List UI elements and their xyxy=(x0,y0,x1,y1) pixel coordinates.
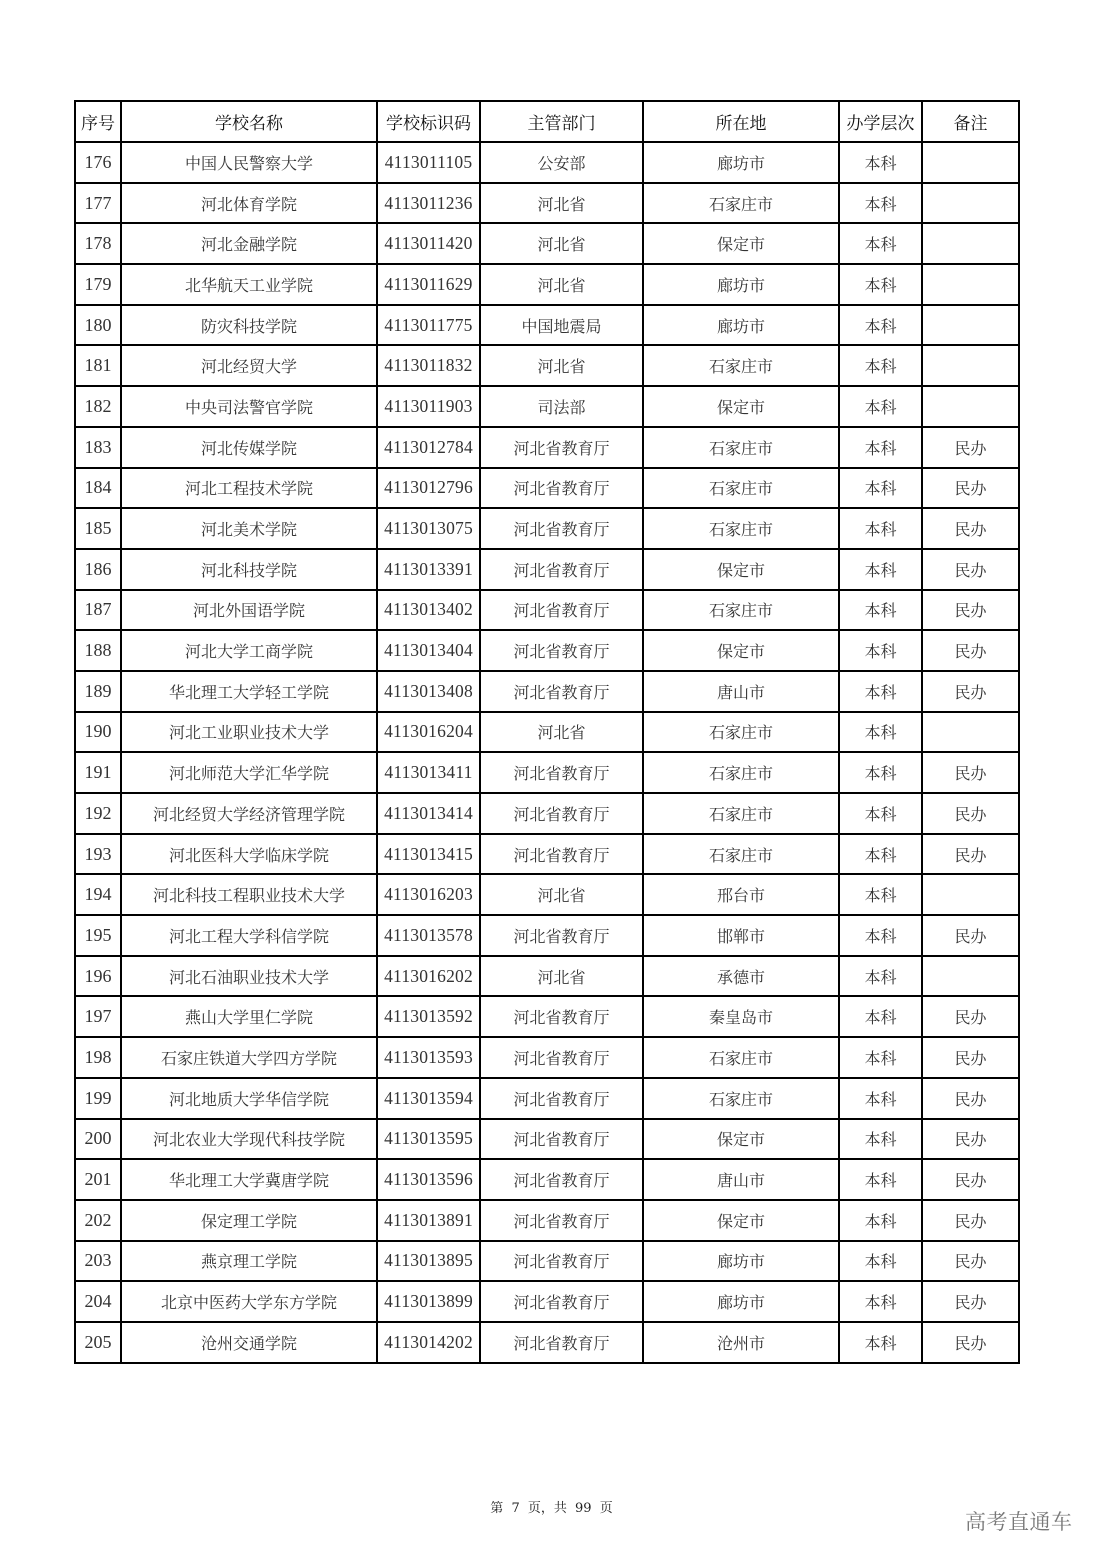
cell-supervising-dept: 河北省教育厅 xyxy=(480,508,643,549)
table-row xyxy=(75,1322,1019,1363)
cell-supervising-dept: 河北省教育厅 xyxy=(480,671,643,712)
cell-remarks: 民办 xyxy=(922,915,1019,956)
cell-education-level: 本科 xyxy=(839,956,922,997)
table-row xyxy=(75,1037,1019,1078)
cell-location: 石家庄市 xyxy=(643,834,839,875)
table-row xyxy=(75,264,1019,305)
cell-serial-number: 195 xyxy=(75,915,121,956)
cell-education-level: 本科 xyxy=(839,549,922,590)
cell-serial-number: 191 xyxy=(75,752,121,793)
cell-supervising-dept: 河北省教育厅 xyxy=(480,1078,643,1119)
cell-location: 廊坊市 xyxy=(643,1241,839,1282)
cell-location: 唐山市 xyxy=(643,1159,839,1200)
cell-school-code: 4113013415 xyxy=(377,834,480,875)
footer-prefix: 第 xyxy=(490,1501,504,1516)
cell-education-level: 本科 xyxy=(839,223,922,264)
table-row xyxy=(75,752,1019,793)
cell-education-level: 本科 xyxy=(839,1078,922,1119)
cell-education-level: 本科 xyxy=(839,752,922,793)
cell-education-level: 本科 xyxy=(839,793,922,834)
cell-education-level: 本科 xyxy=(839,386,922,427)
cell-education-level: 本科 xyxy=(839,345,922,386)
table-row xyxy=(75,1241,1019,1282)
cell-school-code: 4113014202 xyxy=(377,1322,480,1363)
header-location: 所在地 xyxy=(643,101,839,142)
cell-education-level: 本科 xyxy=(839,671,922,712)
cell-school-name: 河北师范大学汇华学院 xyxy=(121,752,377,793)
cell-serial-number: 179 xyxy=(75,264,121,305)
header-remarks: 备注 xyxy=(922,101,1019,142)
cell-remarks: 民办 xyxy=(922,671,1019,712)
cell-school-code: 4113011420 xyxy=(377,223,480,264)
cell-location: 廊坊市 xyxy=(643,142,839,183)
cell-education-level: 本科 xyxy=(839,915,922,956)
cell-school-name: 中国人民警察大学 xyxy=(121,142,377,183)
cell-serial-number: 190 xyxy=(75,712,121,753)
cell-school-name: 华北理工大学轻工学院 xyxy=(121,671,377,712)
table-row xyxy=(75,142,1019,183)
table-row xyxy=(75,386,1019,427)
cell-remarks xyxy=(922,874,1019,915)
cell-supervising-dept: 司法部 xyxy=(480,386,643,427)
cell-supervising-dept: 河北省 xyxy=(480,712,643,753)
table-row xyxy=(75,793,1019,834)
cell-school-name: 河北石油职业技术大学 xyxy=(121,956,377,997)
cell-education-level: 本科 xyxy=(839,1322,922,1363)
cell-school-code: 4113013593 xyxy=(377,1037,480,1078)
cell-serial-number: 201 xyxy=(75,1159,121,1200)
cell-location: 石家庄市 xyxy=(643,345,839,386)
cell-serial-number: 184 xyxy=(75,468,121,509)
cell-school-code: 4113013891 xyxy=(377,1200,480,1241)
cell-school-name: 沧州交通学院 xyxy=(121,1322,377,1363)
cell-remarks: 民办 xyxy=(922,508,1019,549)
cell-serial-number: 196 xyxy=(75,956,121,997)
cell-supervising-dept: 河北省教育厅 xyxy=(480,996,643,1037)
cell-serial-number: 186 xyxy=(75,549,121,590)
cell-remarks xyxy=(922,183,1019,224)
cell-school-code: 4113016202 xyxy=(377,956,480,997)
university-list-table xyxy=(74,100,1020,1364)
cell-school-name: 石家庄铁道大学四方学院 xyxy=(121,1037,377,1078)
cell-school-name: 河北工程技术学院 xyxy=(121,468,377,509)
cell-school-code: 4113011236 xyxy=(377,183,480,224)
cell-school-code: 4113011105 xyxy=(377,142,480,183)
cell-school-name: 河北农业大学现代科技学院 xyxy=(121,1119,377,1160)
table-row xyxy=(75,915,1019,956)
cell-remarks: 民办 xyxy=(922,468,1019,509)
cell-school-code: 4113013594 xyxy=(377,1078,480,1119)
cell-location: 唐山市 xyxy=(643,671,839,712)
cell-school-name: 河北科技学院 xyxy=(121,549,377,590)
header-school-code: 学校标识码 xyxy=(377,101,480,142)
cell-school-code: 4113011903 xyxy=(377,386,480,427)
cell-remarks xyxy=(922,142,1019,183)
cell-education-level: 本科 xyxy=(839,468,922,509)
table-row xyxy=(75,508,1019,549)
cell-supervising-dept: 河北省 xyxy=(480,345,643,386)
cell-school-code: 4113013592 xyxy=(377,996,480,1037)
cell-location: 邯郸市 xyxy=(643,915,839,956)
cell-education-level: 本科 xyxy=(839,996,922,1037)
cell-location: 石家庄市 xyxy=(643,427,839,468)
table-row xyxy=(75,712,1019,753)
header-serial-number: 序号 xyxy=(75,101,121,142)
table-row xyxy=(75,468,1019,509)
cell-supervising-dept: 河北省教育厅 xyxy=(480,630,643,671)
cell-school-code: 4113016203 xyxy=(377,874,480,915)
cell-serial-number: 192 xyxy=(75,793,121,834)
cell-serial-number: 183 xyxy=(75,427,121,468)
table-row xyxy=(75,1200,1019,1241)
cell-supervising-dept: 河北省教育厅 xyxy=(480,915,643,956)
cell-serial-number: 200 xyxy=(75,1119,121,1160)
cell-serial-number: 205 xyxy=(75,1322,121,1363)
cell-supervising-dept: 公安部 xyxy=(480,142,643,183)
cell-location: 石家庄市 xyxy=(643,183,839,224)
cell-school-name: 河北医科大学临床学院 xyxy=(121,834,377,875)
cell-supervising-dept: 中国地震局 xyxy=(480,305,643,346)
cell-location: 保定市 xyxy=(643,386,839,427)
cell-education-level: 本科 xyxy=(839,630,922,671)
cell-supervising-dept: 河北省教育厅 xyxy=(480,1159,643,1200)
cell-serial-number: 199 xyxy=(75,1078,121,1119)
cell-location: 石家庄市 xyxy=(643,793,839,834)
cell-school-name: 中央司法警官学院 xyxy=(121,386,377,427)
cell-remarks: 民办 xyxy=(922,1322,1019,1363)
cell-remarks xyxy=(922,305,1019,346)
cell-supervising-dept: 河北省 xyxy=(480,223,643,264)
cell-serial-number: 181 xyxy=(75,345,121,386)
cell-remarks: 民办 xyxy=(922,793,1019,834)
cell-remarks: 民办 xyxy=(922,590,1019,631)
cell-remarks: 民办 xyxy=(922,1281,1019,1322)
cell-education-level: 本科 xyxy=(839,1200,922,1241)
cell-location: 保定市 xyxy=(643,223,839,264)
cell-serial-number: 204 xyxy=(75,1281,121,1322)
cell-school-name: 河北地质大学华信学院 xyxy=(121,1078,377,1119)
cell-school-code: 4113013411 xyxy=(377,752,480,793)
cell-school-code: 4113013408 xyxy=(377,671,480,712)
cell-education-level: 本科 xyxy=(839,1281,922,1322)
cell-school-name: 河北体育学院 xyxy=(121,183,377,224)
cell-supervising-dept: 河北省教育厅 xyxy=(480,1281,643,1322)
cell-serial-number: 178 xyxy=(75,223,121,264)
cell-remarks: 民办 xyxy=(922,1119,1019,1160)
cell-education-level: 本科 xyxy=(839,508,922,549)
cell-school-code: 4113013404 xyxy=(377,630,480,671)
cell-remarks: 民办 xyxy=(922,1037,1019,1078)
cell-remarks xyxy=(922,712,1019,753)
cell-location: 邢台市 xyxy=(643,874,839,915)
header-supervising-dept: 主管部门 xyxy=(480,101,643,142)
cell-location: 沧州市 xyxy=(643,1322,839,1363)
cell-school-code: 4113013391 xyxy=(377,549,480,590)
table-row xyxy=(75,549,1019,590)
cell-school-name: 北京中医药大学东方学院 xyxy=(121,1281,377,1322)
cell-location: 秦皇岛市 xyxy=(643,996,839,1037)
cell-location: 石家庄市 xyxy=(643,468,839,509)
table-row xyxy=(75,956,1019,997)
table-body xyxy=(75,142,1019,1363)
cell-supervising-dept: 河北省教育厅 xyxy=(480,1037,643,1078)
cell-school-name: 河北科技工程职业技术大学 xyxy=(121,874,377,915)
table-row xyxy=(75,305,1019,346)
table-row xyxy=(75,590,1019,631)
cell-school-code: 4113013075 xyxy=(377,508,480,549)
cell-education-level: 本科 xyxy=(839,834,922,875)
cell-location: 石家庄市 xyxy=(643,1078,839,1119)
cell-serial-number: 197 xyxy=(75,996,121,1037)
cell-remarks: 民办 xyxy=(922,630,1019,671)
cell-remarks xyxy=(922,223,1019,264)
table-row xyxy=(75,874,1019,915)
table-header-row xyxy=(75,101,1019,142)
cell-serial-number: 177 xyxy=(75,183,121,224)
cell-school-code: 4113012784 xyxy=(377,427,480,468)
cell-school-name: 河北外国语学院 xyxy=(121,590,377,631)
cell-location: 石家庄市 xyxy=(643,590,839,631)
watermark: 高考直通车 xyxy=(965,1510,1073,1534)
cell-remarks: 民办 xyxy=(922,1078,1019,1119)
table-row xyxy=(75,630,1019,671)
cell-serial-number: 198 xyxy=(75,1037,121,1078)
cell-school-code: 4113011832 xyxy=(377,345,480,386)
cell-supervising-dept: 河北省教育厅 xyxy=(480,1119,643,1160)
cell-school-name: 北华航天工业学院 xyxy=(121,264,377,305)
cell-school-code: 4113011629 xyxy=(377,264,480,305)
cell-education-level: 本科 xyxy=(839,1119,922,1160)
cell-education-level: 本科 xyxy=(839,1037,922,1078)
table-row xyxy=(75,345,1019,386)
cell-serial-number: 187 xyxy=(75,590,121,631)
cell-location: 石家庄市 xyxy=(643,508,839,549)
cell-supervising-dept: 河北省教育厅 xyxy=(480,1322,643,1363)
cell-school-name: 华北理工大学冀唐学院 xyxy=(121,1159,377,1200)
cell-education-level: 本科 xyxy=(839,874,922,915)
cell-remarks xyxy=(922,345,1019,386)
cell-remarks xyxy=(922,386,1019,427)
cell-school-name: 河北金融学院 xyxy=(121,223,377,264)
cell-serial-number: 203 xyxy=(75,1241,121,1282)
table-row xyxy=(75,1281,1019,1322)
cell-location: 廊坊市 xyxy=(643,1281,839,1322)
cell-school-name: 河北传媒学院 xyxy=(121,427,377,468)
cell-school-code: 4113012796 xyxy=(377,468,480,509)
cell-location: 石家庄市 xyxy=(643,712,839,753)
cell-serial-number: 189 xyxy=(75,671,121,712)
cell-school-name: 河北美术学院 xyxy=(121,508,377,549)
header-school-name: 学校名称 xyxy=(121,101,377,142)
cell-school-code: 4113013899 xyxy=(377,1281,480,1322)
footer-total-pages: 99 xyxy=(575,1501,592,1516)
cell-serial-number: 180 xyxy=(75,305,121,346)
cell-education-level: 本科 xyxy=(839,142,922,183)
cell-remarks: 民办 xyxy=(922,1200,1019,1241)
cell-remarks: 民办 xyxy=(922,752,1019,793)
cell-remarks: 民办 xyxy=(922,549,1019,590)
cell-supervising-dept: 河北省教育厅 xyxy=(480,752,643,793)
cell-school-name: 河北经贸大学经济管理学院 xyxy=(121,793,377,834)
cell-school-code: 4113016204 xyxy=(377,712,480,753)
cell-location: 保定市 xyxy=(643,549,839,590)
table-row xyxy=(75,834,1019,875)
cell-supervising-dept: 河北省教育厅 xyxy=(480,793,643,834)
cell-location: 保定市 xyxy=(643,1200,839,1241)
cell-supervising-dept: 河北省教育厅 xyxy=(480,1200,643,1241)
table-row xyxy=(75,183,1019,224)
table-row xyxy=(75,996,1019,1037)
table-row xyxy=(75,1159,1019,1200)
table-row xyxy=(75,427,1019,468)
cell-education-level: 本科 xyxy=(839,1241,922,1282)
cell-supervising-dept: 河北省教育厅 xyxy=(480,427,643,468)
cell-location: 廊坊市 xyxy=(643,305,839,346)
cell-location: 承德市 xyxy=(643,956,839,997)
cell-school-code: 4113013595 xyxy=(377,1119,480,1160)
cell-supervising-dept: 河北省教育厅 xyxy=(480,834,643,875)
table-row xyxy=(75,223,1019,264)
cell-supervising-dept: 河北省 xyxy=(480,264,643,305)
cell-education-level: 本科 xyxy=(839,712,922,753)
cell-remarks: 民办 xyxy=(922,834,1019,875)
cell-school-name: 河北工程大学科信学院 xyxy=(121,915,377,956)
table-row xyxy=(75,1078,1019,1119)
cell-supervising-dept: 河北省教育厅 xyxy=(480,549,643,590)
cell-remarks xyxy=(922,956,1019,997)
cell-education-level: 本科 xyxy=(839,427,922,468)
table-row xyxy=(75,671,1019,712)
cell-serial-number: 194 xyxy=(75,874,121,915)
cell-remarks: 民办 xyxy=(922,996,1019,1037)
cell-supervising-dept: 河北省 xyxy=(480,956,643,997)
cell-serial-number: 185 xyxy=(75,508,121,549)
cell-serial-number: 202 xyxy=(75,1200,121,1241)
cell-education-level: 本科 xyxy=(839,590,922,631)
cell-location: 石家庄市 xyxy=(643,1037,839,1078)
cell-remarks: 民办 xyxy=(922,427,1019,468)
cell-supervising-dept: 河北省教育厅 xyxy=(480,590,643,631)
cell-school-name: 河北工业职业技术大学 xyxy=(121,712,377,753)
table-row xyxy=(75,1119,1019,1160)
cell-supervising-dept: 河北省教育厅 xyxy=(480,468,643,509)
cell-education-level: 本科 xyxy=(839,183,922,224)
cell-supervising-dept: 河北省 xyxy=(480,183,643,224)
cell-school-name: 防灾科技学院 xyxy=(121,305,377,346)
cell-school-name: 燕京理工学院 xyxy=(121,1241,377,1282)
cell-location: 保定市 xyxy=(643,630,839,671)
cell-school-code: 4113013414 xyxy=(377,793,480,834)
cell-serial-number: 182 xyxy=(75,386,121,427)
cell-education-level: 本科 xyxy=(839,264,922,305)
footer-suffix: 页 xyxy=(599,1501,613,1516)
cell-school-code: 4113011775 xyxy=(377,305,480,346)
cell-location: 石家庄市 xyxy=(643,752,839,793)
footer-current-page: 7 xyxy=(511,1501,520,1516)
header-education-level: 办学层次 xyxy=(839,101,922,142)
cell-supervising-dept: 河北省 xyxy=(480,874,643,915)
cell-school-code: 4113013578 xyxy=(377,915,480,956)
cell-serial-number: 188 xyxy=(75,630,121,671)
cell-school-name: 河北经贸大学 xyxy=(121,345,377,386)
cell-school-name: 保定理工学院 xyxy=(121,1200,377,1241)
cell-supervising-dept: 河北省教育厅 xyxy=(480,1241,643,1282)
cell-location: 保定市 xyxy=(643,1119,839,1160)
cell-school-code: 4113013895 xyxy=(377,1241,480,1282)
cell-serial-number: 176 xyxy=(75,142,121,183)
cell-remarks xyxy=(922,264,1019,305)
cell-remarks: 民办 xyxy=(922,1241,1019,1282)
cell-school-code: 4113013596 xyxy=(377,1159,480,1200)
cell-school-name: 河北大学工商学院 xyxy=(121,630,377,671)
cell-education-level: 本科 xyxy=(839,305,922,346)
cell-location: 廊坊市 xyxy=(643,264,839,305)
page-footer xyxy=(0,1497,1103,1516)
cell-remarks: 民办 xyxy=(922,1159,1019,1200)
footer-middle: 页，共 xyxy=(527,1501,567,1516)
cell-school-code: 4113013402 xyxy=(377,590,480,631)
cell-serial-number: 193 xyxy=(75,834,121,875)
cell-school-name: 燕山大学里仁学院 xyxy=(121,996,377,1037)
cell-education-level: 本科 xyxy=(839,1159,922,1200)
